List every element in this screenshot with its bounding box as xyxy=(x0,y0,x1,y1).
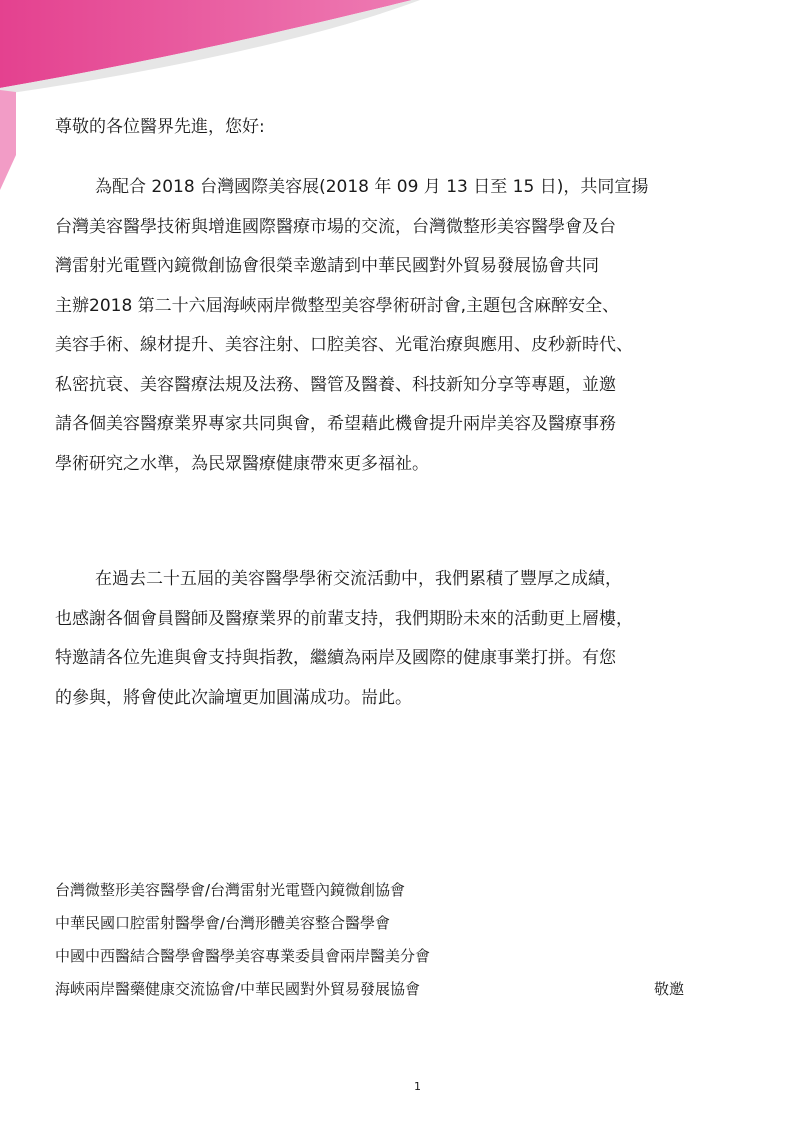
paragraph-2 xyxy=(55,560,755,718)
pink-side-tab-shape xyxy=(0,90,16,190)
paragraph-line: 為配合 2018 台灣國際美容展(2018 年 09 月 13 日至 15 日)，共同宣揚 xyxy=(95,177,649,197)
paragraph-line: 也感謝各個會員醫師及醫療業界的前輩支持，我們期盼未來的活動更上層樓， xyxy=(55,608,633,629)
signatory: 中國中西醫結合醫學會醫學美容專業委員會兩岸醫美分會 xyxy=(55,947,431,965)
paragraph-line: 在過去二十五屆的美容醫學學術交流活動中，我們累積了豐厚之成績， xyxy=(95,569,622,589)
paragraph-line: 特邀請各位先進與會支持與指教，繼續為兩岸及國際的健康事業打拼。有您 xyxy=(55,648,616,668)
page-number: 1 xyxy=(414,1080,421,1093)
signatory: 中華民國口腔雷射醫學會/台灣形體美容整合醫學會 xyxy=(55,914,391,932)
paragraph-line: 的參與，將會使此次論壇更加圓滿成功。耑此。 xyxy=(55,687,412,708)
signatories-list xyxy=(55,874,430,1006)
signatory: 台灣微整形美容醫學會/台灣雷射光電暨內鏡微創協會 xyxy=(55,881,406,899)
paragraph-line: 請各個美容醫療業界專家共同與會，希望藉此機會提升兩岸美容及醫療事務 xyxy=(55,414,616,434)
paragraph-line: 私密抗衰、美容醫療法規及法務、醫管及醫養、科技新知分享等專題，並邀 xyxy=(55,374,616,395)
signatory: 海峽兩岸醫藥健康交流協會/中華民國對外貿易發展協會 xyxy=(55,980,421,998)
paragraph-line: 灣雷射光電暨內鏡微創協會很榮幸邀請到中華民國對外貿易發展協會共同 xyxy=(55,256,599,276)
paragraph-line: 主辦2018 第二十六屆海峽兩岸微整型美容學術研討會,主題包含麻醉安全、 xyxy=(55,295,620,316)
paragraph-line: 美容手術、線材提升、美容注射、口腔美容、光電治療與應用、皮秒新時代、 xyxy=(55,335,633,355)
closing-text: 敬邀 xyxy=(654,980,685,998)
paragraph-1 xyxy=(55,168,755,484)
paragraph-line: 學術研究之水準，為民眾醫療健康帶來更多福祉。 xyxy=(55,453,429,474)
paragraph-line: 台灣美容醫學技術與增進國際醫療市場的交流，台灣微整形美容醫學會及台 xyxy=(55,216,616,237)
magenta-swoosh-shape xyxy=(0,0,412,88)
greeting: 尊敬的各位醫界先進，您好: xyxy=(55,117,265,137)
